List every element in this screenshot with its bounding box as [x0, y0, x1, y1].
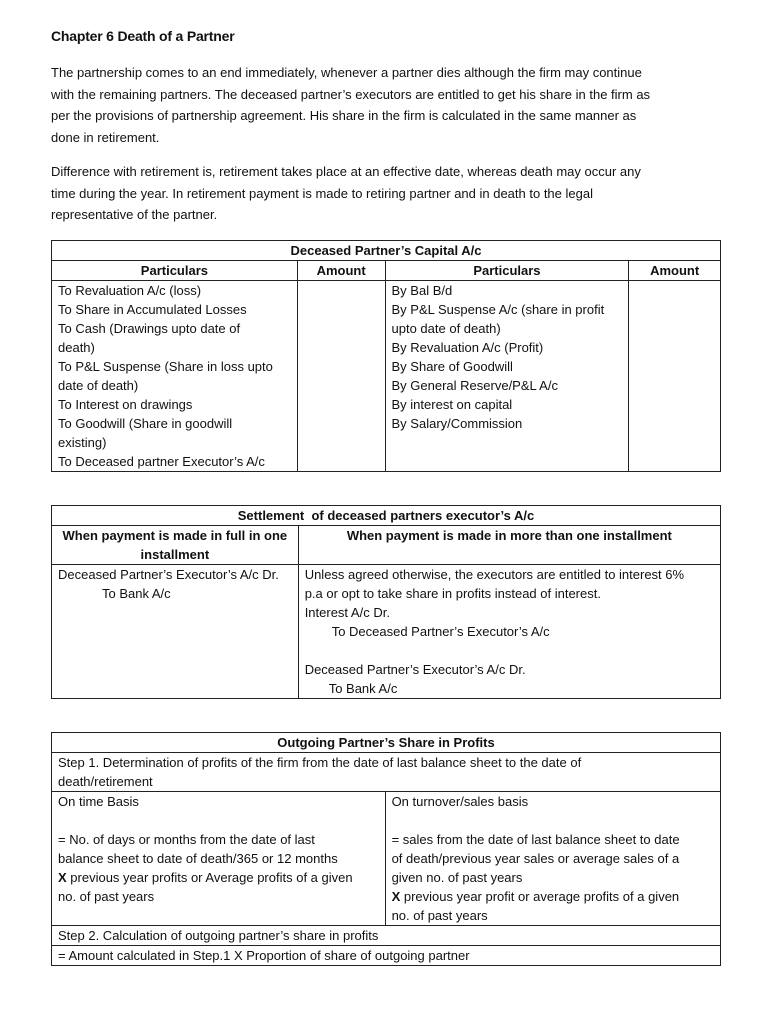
- step-one-row: [52, 753, 721, 792]
- debit-particulars-cell: [52, 281, 298, 472]
- debit-entry: To Interest on drawings: [58, 397, 193, 412]
- settlement-table-caption: Settlement of deceased partners executor’s A/c: [52, 506, 721, 526]
- chapter-title: Chapter 6 Death of a Partner: [51, 28, 235, 44]
- debit-entry: To P&L Suspense (Share in loss upto: [58, 359, 273, 374]
- profit-table-caption: Outgoing Partner’s Share in Profits: [52, 733, 721, 753]
- debit-entry: existing): [58, 435, 107, 450]
- text-line: time during the year. In retirement payment is made to retiring partner and in death to the legal: [51, 185, 593, 201]
- debit-entry: To Goodwill (Share in goodwill: [58, 416, 233, 431]
- credit-entry: upto date of death): [391, 321, 501, 336]
- header-line: When payment is made in full in one: [62, 528, 288, 543]
- debit-entry: To Cash (Drawings upto date of: [58, 321, 241, 336]
- credit-amount-cell: [629, 281, 721, 472]
- difference-paragraph: [51, 161, 716, 226]
- credit-entry: By Share of Goodwill: [391, 359, 513, 374]
- debit-entry: death): [58, 340, 95, 355]
- sales-basis-cell: [385, 792, 720, 926]
- credit-entry: By interest on capital: [391, 397, 513, 412]
- text-line: death/retirement: [58, 774, 153, 789]
- formula-line: [58, 868, 379, 887]
- text-line: balance sheet to date of death/365 or 12 months: [58, 851, 338, 866]
- header-particulars-credit: Particulars: [385, 261, 629, 281]
- text-line: p.a or opt to take share in profits instead of interest.: [304, 586, 601, 601]
- text-line: given no. of past years: [391, 870, 523, 885]
- text-line: = sales from the date of last balance sheet to date: [391, 832, 680, 847]
- journal-debit-line: Deceased Partner’s Executor’s A/c Dr.: [58, 567, 279, 582]
- capital-table-caption: Deceased Partner’s Capital A/c: [52, 241, 721, 261]
- debit-amount-cell: [297, 281, 385, 472]
- credit-entry: By Bal B/d: [391, 283, 453, 298]
- credit-entry: By Revaluation A/c (Profit): [391, 340, 544, 355]
- text-line: Step 1. Determination of profits of the firm from the date of last balance sheet to the date of: [58, 755, 582, 770]
- text-line: representative of the partner.: [51, 207, 218, 222]
- time-basis-cell: [52, 792, 386, 926]
- text-line: done in retirement.: [51, 129, 160, 145]
- text-line: no. of past years: [58, 889, 155, 904]
- full-payment-entry: [52, 565, 299, 699]
- multiply-symbol: X: [391, 889, 401, 904]
- journal-credit-line: To Deceased Partner’s Executor’s A/c: [331, 624, 550, 639]
- text-line: Unless agreed otherwise, the executors are entitled to interest 6%: [304, 567, 685, 582]
- credit-entry: By General Reserve/P&L A/c: [391, 378, 558, 393]
- step-two-row: Step 2. Calculation of outgoing partner’s share in profits: [52, 926, 721, 946]
- header-installment-payment: When payment is made in more than one installment: [298, 526, 720, 565]
- text-line: previous year profit or average profits of a given: [400, 889, 680, 904]
- debit-entry: To Share in Accumulated Losses: [58, 302, 247, 317]
- step-two-formula-row: = Amount calculated in Step.1 X Proportion of share of outgoing partner: [52, 946, 721, 966]
- spacer: [305, 641, 714, 660]
- debit-entry: To Deceased partner Executor’s A/c: [58, 454, 265, 469]
- capital-account-table: [51, 240, 721, 472]
- debit-entry: To Revaluation A/c (loss): [58, 283, 202, 298]
- sales-basis-heading: On turnover/sales basis: [391, 794, 529, 809]
- debit-entry: date of death): [58, 378, 139, 393]
- spacer: [58, 811, 379, 830]
- text-line: Difference with retirement is, retirement takes place at an effective date, whereas death may occur any: [51, 164, 641, 179]
- header-particulars-debit: Particulars: [52, 261, 298, 281]
- header-line: installment: [140, 547, 210, 562]
- journal-credit-line: To Bank A/c: [102, 586, 171, 601]
- header-amount-debit: Amount: [297, 261, 385, 281]
- formula-line: [392, 887, 714, 906]
- text-line: with the remaining partners. The deceased partner’s executors are entitled to get his share in the firm as: [51, 86, 651, 102]
- multiply-symbol: X: [58, 870, 67, 885]
- text-line: = No. of days or months from the date of last: [58, 832, 315, 847]
- header-full-payment: [52, 526, 299, 565]
- text-line: previous year profits or Average profits of a given: [66, 870, 353, 885]
- profit-share-table: [51, 732, 721, 966]
- installment-payment-entry: [298, 565, 720, 699]
- journal-debit-line: Interest A/c Dr.: [304, 605, 390, 620]
- journal-debit-line: Deceased Partner’s Executor’s A/c Dr.: [304, 662, 526, 677]
- credit-entry: By Salary/Commission: [391, 416, 523, 431]
- header-amount-credit: Amount: [629, 261, 721, 281]
- spacer: [392, 811, 714, 830]
- text-line: The partnership comes to an end immediately, whenever a partner dies although the firm may continue: [51, 65, 642, 80]
- text-line: no. of past years: [391, 908, 488, 923]
- settlement-table: [51, 505, 721, 699]
- journal-credit-line: To Bank A/c: [328, 681, 398, 696]
- intro-paragraph: [51, 62, 716, 148]
- time-basis-heading: On time Basis: [58, 794, 139, 809]
- credit-particulars-cell: [385, 281, 629, 472]
- text-line: of death/previous year sales or average sales of a: [391, 851, 680, 866]
- credit-entry: By P&L Suspense A/c (share in profit: [391, 302, 605, 317]
- text-line: per the provisions of partnership agreement. His share in the firm is calculated in the same manner as: [51, 108, 637, 123]
